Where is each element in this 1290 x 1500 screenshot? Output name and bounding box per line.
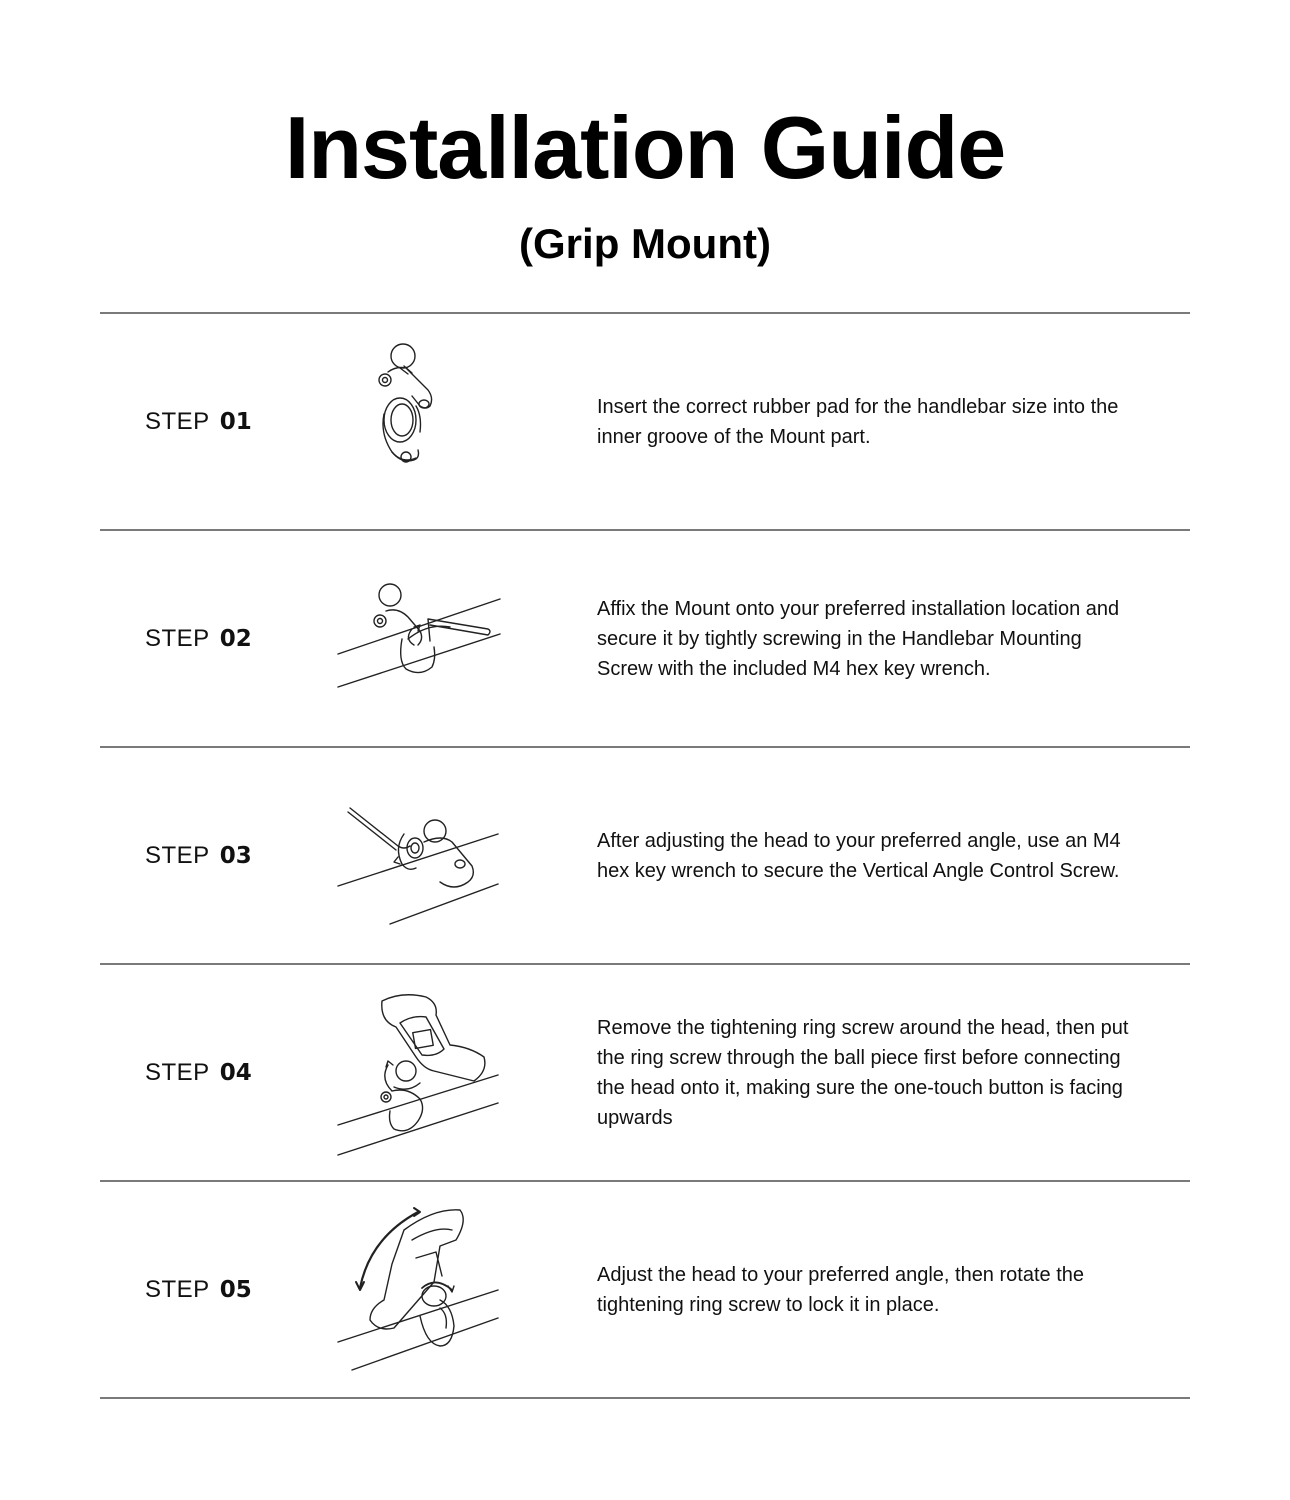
step-row-02 (100, 531, 1190, 746)
step-label (145, 841, 252, 871)
vertical-angle-screw-hex-key-icon (330, 766, 510, 946)
step-number: 05 (219, 1276, 252, 1303)
mount-clamp-with-rubber-pad-icon (330, 332, 510, 512)
attach-phone-head-to-ball-icon (330, 983, 510, 1163)
step-number: 02 (219, 625, 252, 652)
adjust-head-angle-and-lock-icon (330, 1200, 510, 1380)
step-row-01 (100, 314, 1190, 529)
step-description: Adjust the head to your preferred angle, then rotate the tightening ring screw to lock it in place. (597, 1263, 1084, 1316)
step-label (145, 407, 252, 437)
step-word: STEP (145, 624, 210, 652)
mount-on-handlebar-with-hex-key-icon (330, 549, 510, 729)
step-row-05 (100, 1182, 1190, 1397)
step-word: STEP (145, 407, 210, 435)
divider (100, 1397, 1190, 1399)
step-word: STEP (145, 1275, 210, 1303)
step-description: Remove the tightening ring screw around the head, then put the ring screw through the ball piece first before connecting the head onto it, making sure the one-touch button is facing upwards (597, 1016, 1129, 1129)
step-label (145, 624, 252, 654)
step-word: STEP (145, 1058, 210, 1086)
step-number: 01 (219, 408, 252, 435)
step-description: After adjusting the head to your preferred angle, use an M4 hex key wrench to secure the Vertical Angle Control Screw. (597, 829, 1121, 882)
step-row-04 (100, 965, 1190, 1180)
page-title: Installation Guide (284, 98, 1006, 197)
step-word: STEP (145, 841, 210, 869)
step-row-03 (100, 748, 1190, 963)
page-header (0, 0, 1290, 313)
step-description: Insert the correct rubber pad for the handlebar size into the inner groove of the Mount part. (597, 395, 1119, 448)
step-number: 03 (219, 842, 252, 869)
step-description: Affix the Mount onto your preferred installation location and secure it by tightly screwing in the Handlebar Mounting Screw with the included M4 hex key wrench. (597, 597, 1120, 680)
step-number: 04 (219, 1059, 252, 1086)
step-label (145, 1275, 252, 1305)
page-subtitle: (Grip Mount) (519, 220, 771, 267)
step-label (145, 1058, 252, 1088)
steps-list (100, 312, 1190, 1399)
